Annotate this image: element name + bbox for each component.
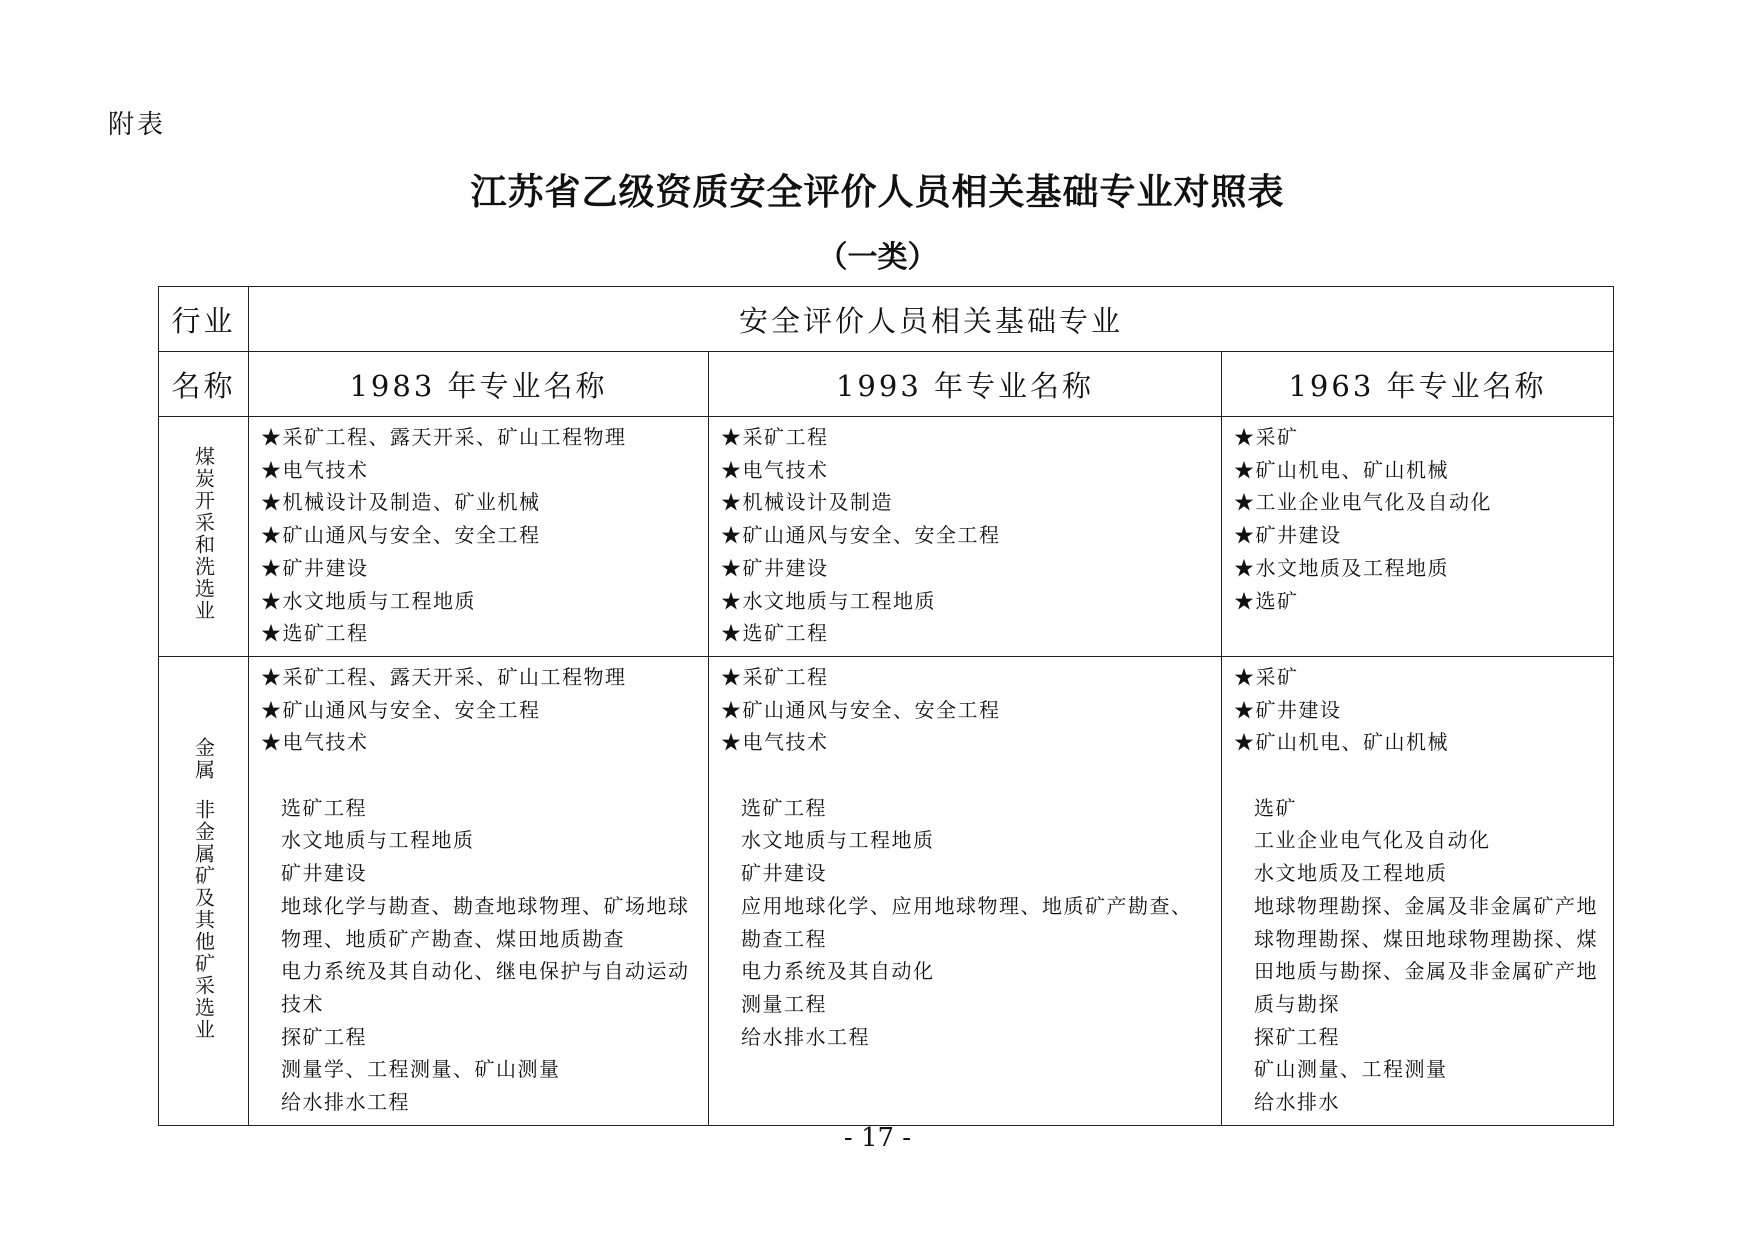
cell-1983-metal <box>249 656 709 1125</box>
list-item: 给水排水工程 <box>741 1024 870 1049</box>
list-item: ★矿井建设 <box>721 555 829 580</box>
industry-cell-coal <box>159 417 249 657</box>
list-item: 矿井建设 <box>281 861 367 886</box>
list-item: 应用地球化学、应用地球物理、地质矿产勘查、勘查工程 <box>741 893 1193 951</box>
list-item: ★矿山通风与安全、安全工程 <box>721 697 1001 722</box>
list-item: ★采矿工程、露天开采、矿山工程物理 <box>261 664 627 689</box>
list-item: ★采矿工程 <box>721 664 829 689</box>
cell-1963-coal <box>1222 417 1614 657</box>
table-row-coal <box>159 417 1614 657</box>
list-item: ★采矿工程 <box>721 425 829 449</box>
list-item: 电力系统及其自动化 <box>741 959 935 984</box>
column-header-1983: 1983 年专业名称 <box>249 352 709 417</box>
column-header-1993: 1993 年专业名称 <box>709 352 1222 417</box>
list-item: 电力系统及其自动化、继电保护与自动运动技术 <box>281 959 690 1016</box>
list-item: ★矿井建设 <box>261 555 369 580</box>
list-item: 工业企业电气化及自动化 <box>1254 828 1491 853</box>
specialty-comparison-table <box>158 286 1614 1126</box>
list-item: ★电气技术 <box>261 457 369 482</box>
cell-1983-coal <box>249 417 709 657</box>
list-item: ★采矿 <box>1234 664 1299 689</box>
industry-cell-metal <box>159 656 249 1125</box>
list-item: ★矿山通风与安全、安全工程 <box>261 523 541 548</box>
group-header: 安全评价人员相关基础专业 <box>249 287 1614 352</box>
list-item: 地球物理勘探、金属及非金属矿产地球物理勘探、煤田地球物理勘探、煤田地质与勘探、金属及非金属矿产地质与勘探 <box>1254 893 1598 1016</box>
list-item: ★机械设计及制造、矿业机械 <box>261 490 541 515</box>
list-item: 测量学、工程测量、矿山测量 <box>281 1057 561 1082</box>
list-item: ★电气技术 <box>261 730 369 755</box>
cell-1993-metal <box>709 656 1222 1125</box>
list-item: ★采矿 <box>1234 425 1299 449</box>
list-item: ★水文地质与工程地质 <box>721 588 936 613</box>
list-item: 水文地质及工程地质 <box>1254 861 1448 886</box>
list-item: 地球化学与勘查、勘查地球物理、矿场地球物理、地质矿产勘查、煤田地质勘查 <box>281 893 690 951</box>
list-item: ★采矿工程、露天开采、矿山工程物理 <box>261 425 627 449</box>
corner-header-top: 行业 <box>159 287 249 352</box>
cell-1963-metal <box>1222 656 1614 1125</box>
industry-name: 煤炭开采和洗选业 <box>191 446 216 623</box>
list-item: 选矿工程 <box>741 795 827 820</box>
list-item: 选矿工程 <box>281 795 367 820</box>
document-subtitle: （一类） <box>817 240 938 275</box>
list-item: ★矿山通风与安全、安全工程 <box>261 697 541 722</box>
list-item: ★矿井建设 <box>1234 697 1342 722</box>
list-item: ★水文地质及工程地质 <box>1234 555 1449 580</box>
list-item: ★矿山通风与安全、安全工程 <box>721 523 1001 548</box>
list-item: ★矿山机电、矿山机械 <box>1234 730 1449 755</box>
list-item: ★矿井建设 <box>1234 523 1342 548</box>
table-row-metal <box>159 656 1614 1125</box>
appendix-label: 附表 <box>108 110 167 140</box>
column-header-1963: 1963 年专业名称 <box>1222 352 1614 417</box>
list-item: 水文地质与工程地质 <box>741 828 935 853</box>
industry-name-part-b: 非金属矿及其他矿采选业 <box>191 798 216 1041</box>
industry-name-part-a: 金属 <box>191 736 216 781</box>
list-item: 测量工程 <box>741 991 827 1016</box>
list-item: ★电气技术 <box>721 457 829 482</box>
list-item: ★选矿 <box>1234 588 1299 613</box>
corner-header-bottom: 名称 <box>159 352 249 417</box>
list-item: 矿山测量、工程测量 <box>1254 1057 1448 1082</box>
page-number: - 17 - <box>843 1123 912 1153</box>
list-item: ★水文地质与工程地质 <box>261 588 476 613</box>
list-item: 水文地质与工程地质 <box>281 828 475 853</box>
list-item: 选矿 <box>1254 795 1297 820</box>
list-item: ★选矿工程 <box>261 621 369 646</box>
list-item: ★机械设计及制造 <box>721 490 893 515</box>
list-item: ★电气技术 <box>721 730 829 755</box>
list-item: ★矿山机电、矿山机械 <box>1234 457 1449 482</box>
list-item: 矿井建设 <box>741 861 827 886</box>
list-item: 探矿工程 <box>1254 1024 1340 1049</box>
list-item: ★选矿工程 <box>721 621 829 646</box>
list-item: 给水排水工程 <box>281 1090 410 1115</box>
list-item: 给水排水 <box>1254 1090 1340 1115</box>
list-item: 探矿工程 <box>281 1024 367 1049</box>
cell-1993-coal <box>709 417 1222 657</box>
document-title: 江苏省乙级资质安全评价人员相关基础专业对照表 <box>470 172 1285 213</box>
list-item: ★工业企业电气化及自动化 <box>1234 490 1492 515</box>
